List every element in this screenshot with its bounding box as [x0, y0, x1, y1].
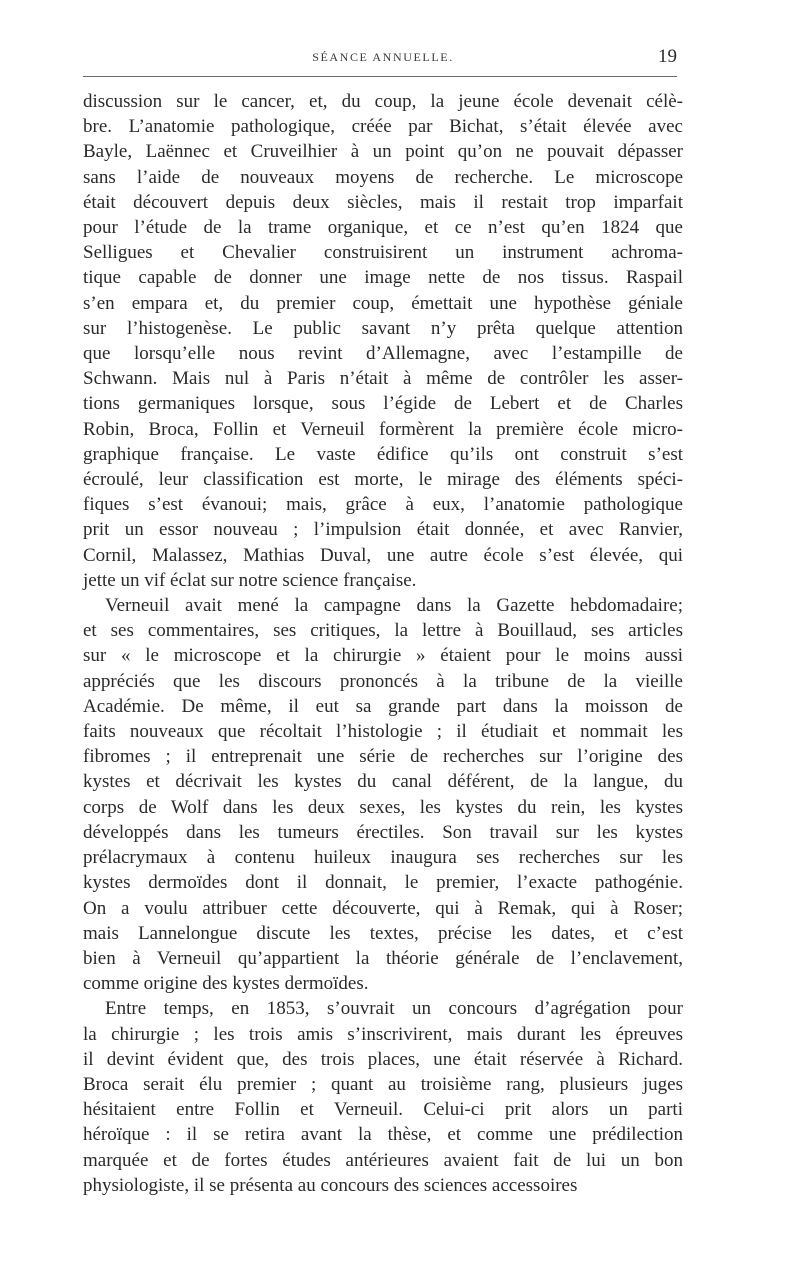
text-line: tions germaniques lorsque, sous l’égide de Lebert et de Charles — [83, 393, 683, 415]
text-line: faits nouveaux que récoltait l’histologie ; il étudiait et nommait les — [83, 721, 683, 743]
text-line: prélacrymaux à contenu huileux inaugura ses recherches sur les — [83, 847, 683, 869]
text-line: graphique française. Le vaste édifice qu’ils ont construit s’est — [83, 443, 683, 465]
running-head — [83, 40, 683, 70]
text-line: héroïque : il se retira avant la thèse, et comme une prédilection — [83, 1124, 683, 1146]
body-text — [83, 89, 683, 1198]
text-line: était découvert depuis deux siècles, mais il restait trop imparfait — [83, 191, 683, 213]
text-line: que lorsqu’elle nous revint d’Allemagne, avec l’estampille de — [83, 343, 683, 365]
text-line: comme origine des kystes dermoïdes. — [83, 973, 369, 995]
text-line: Schwann. Mais nul à Paris n’était à même de contrôler les asser- — [83, 368, 683, 390]
text-line: mais Lannelongue discute les textes, précise les dates, et c’est — [83, 922, 683, 944]
text-line: la chirurgie ; les trois amis s’inscrivirent, mais durant les épreuves — [83, 1023, 683, 1045]
text-line: sur l’histogenèse. Le public savant n’y prêta quelque attention — [83, 317, 683, 339]
text-line: corps de Wolf dans les deux sexes, les kystes du rein, les kystes — [83, 796, 683, 818]
text-line: Verneuil avait mené la campagne dans la Gazette hebdomadaire; — [105, 595, 683, 617]
text-line: et ses commentaires, ses critiques, la lettre à Bouillaud, ses articles — [83, 620, 683, 642]
text-line: bre. L’anatomie pathologique, créée par Bichat, s’était élevée avec — [83, 116, 683, 138]
text-line: Bayle, Laënnec et Cruveilhier à un point qu’on ne pouvait dépasser — [83, 141, 683, 163]
text-line: appréciés que les discours prononcés à la tribune de la vieille — [83, 670, 683, 692]
text-line: Académie. De même, il eut sa grande part dans la moisson de — [83, 695, 683, 717]
text-line: sans l’aide de nouveaux moyens de recherche. Le microscope — [83, 166, 683, 188]
text-line: il devint évident que, des trois places, une était réservée à Richard. — [83, 1048, 683, 1070]
text-line: développés dans les tumeurs érectiles. Son travail sur les kystes — [83, 821, 683, 843]
text-line: kystes dermoïdes dont il donnait, le premier, l’exacte pathogénie. — [83, 872, 683, 894]
paragraph — [83, 593, 683, 996]
text-line: Cornil, Malassez, Mathias Duval, une autre école s’est élevée, qui — [83, 544, 683, 566]
text-line: fiques s’est évanoui; mais, grâce à eux, l’anatomie pathologique — [83, 494, 683, 516]
text-line: marquée et de fortes études antérieures avaient fait de lui un bon — [83, 1149, 683, 1171]
text-line: jette un vif éclat sur notre science française. — [83, 569, 417, 591]
text-line: pour l’étude de la trame organique, et ce n’est qu’en 1824 que — [83, 217, 683, 239]
paragraph — [83, 89, 683, 593]
text-line: fibromes ; il entreprenait une série de recherches sur l’origine des — [83, 746, 683, 768]
text-line: bien à Verneuil qu’appartient la théorie générale de l’enclavement, — [83, 947, 683, 969]
text-line: Selligues et Chevalier construisirent un instrument achroma- — [83, 242, 683, 264]
paragraph — [83, 996, 683, 1198]
header-rule — [83, 76, 677, 77]
text-line: sur « le microscope et la chirurgie » étaient pour le moins aussi — [83, 645, 683, 667]
running-title: SÉANCE ANNUELLE. — [312, 50, 454, 64]
page — [83, 40, 683, 1198]
text-line: Entre temps, en 1853, s’ouvrait un concours d’agrégation pour — [105, 998, 683, 1020]
text-line: écroulé, leur classification est morte, le mirage des éléments spéci- — [83, 469, 683, 491]
text-line: physiologiste, il se présenta au concours des sciences accessoires — [83, 1174, 578, 1196]
text-line: On a voulu attribuer cette découverte, qui à Remak, qui à Roser; — [83, 897, 683, 919]
text-line: prit un essor nouveau ; l’impulsion était donnée, et avec Ranvier, — [83, 519, 683, 541]
text-line: s’en empara et, du premier coup, émettait une hypothèse géniale — [83, 292, 683, 314]
text-line: discussion sur le cancer, et, du coup, la jeune école devenait célè- — [83, 91, 683, 112]
page-number: 19 — [658, 46, 677, 67]
text-line: kystes et décrivait les kystes du canal déférent, de la langue, du — [83, 771, 683, 793]
text-line: Broca serait élu premier ; quant au troisième rang, plusieurs juges — [83, 1073, 683, 1095]
text-line: hésitaient entre Follin et Verneuil. Celui-ci prit alors un parti — [83, 1099, 683, 1121]
text-line: tique capable de donner une image nette de nos tissus. Raspail — [83, 267, 683, 289]
text-line: Robin, Broca, Follin et Verneuil formèrent la première école micro- — [83, 418, 683, 440]
